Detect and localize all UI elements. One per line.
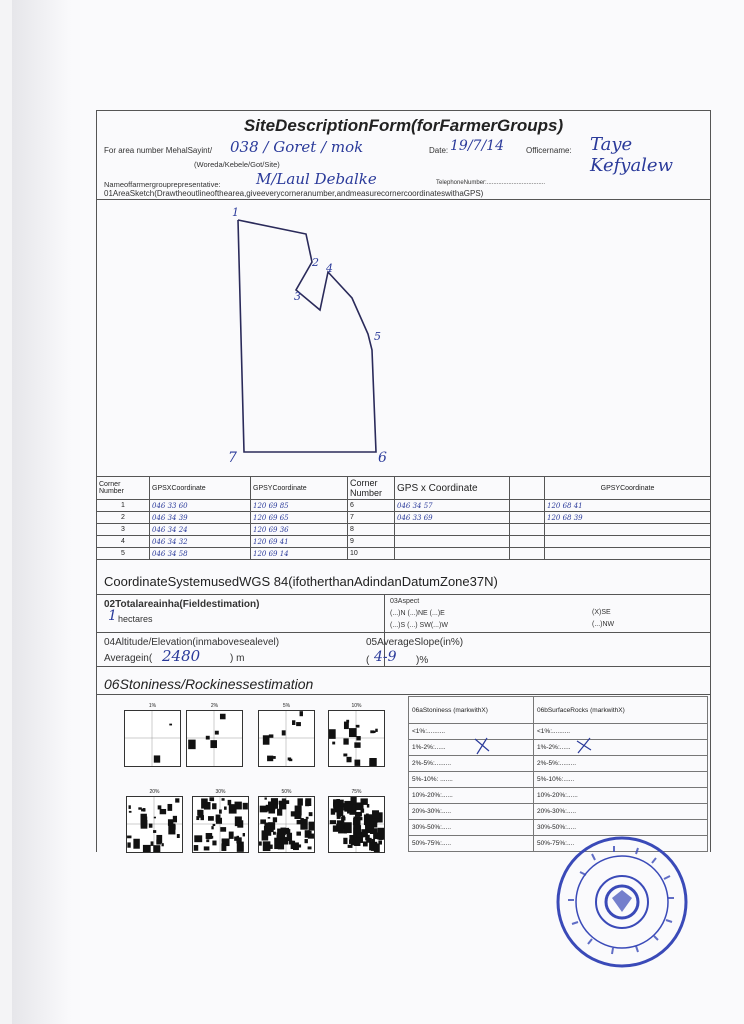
corner-label-7: 7 [228, 450, 237, 466]
slope-suffix: )% [416, 655, 429, 666]
gps-x-value: 046 33 60 [150, 500, 251, 512]
table-row [97, 512, 711, 524]
stoniness-square [258, 789, 315, 853]
gps-y-value: 120 69 41 [251, 536, 348, 548]
corner-number-2: 6 [348, 500, 395, 512]
coordinate-rows [97, 500, 711, 560]
gps-y-value: 120 69 85 [251, 500, 348, 512]
table-row [409, 724, 708, 740]
area-sketch-label: 01AreaSketch(Drawtheoutlineofthearea,giveeverycorneranumber,andmeasurecornercoordinateswithaGPS) [104, 189, 484, 198]
stoniness-line [96, 694, 711, 695]
table-row [409, 772, 708, 788]
corner-number: 4 [97, 536, 150, 548]
stoniness-option: 30%-50%:..... [409, 820, 534, 836]
date-value: 19/7/14 [450, 138, 504, 154]
stoniness-option: 1%-2%:...... [409, 740, 534, 756]
corner-number: 2 [97, 512, 150, 524]
frame-top [96, 110, 711, 111]
corner-label-2: 2 [312, 256, 319, 269]
stoniness-table-header [409, 697, 708, 724]
corner-number-header-2: Corner Number [348, 477, 395, 500]
area-number-value: 038 / Goret / mok [230, 138, 364, 156]
corner-number-2: 10 [348, 548, 395, 560]
woreda-label: (Woreda/Kebele/Got/Site) [194, 160, 280, 169]
surface-rocks-option: 5%-10%:...... [534, 772, 708, 788]
stoniness-square [124, 703, 181, 767]
altitude-suffix: ) m [230, 653, 245, 664]
page-fold-shadow [12, 0, 72, 1024]
stoniness-option: 2%-5%:......... [409, 756, 534, 772]
stoniness-square-label: 10% [351, 703, 362, 709]
stoniness-square-label: 5% [282, 703, 291, 709]
stoniness-col-header: 06aStoniness (markwithX) [409, 697, 534, 724]
gps-x-value: 046 34 58 [150, 548, 251, 560]
total-area-unit: hectares [118, 614, 153, 624]
total-area-label: 02Totalareainha(Fieldestimation) [104, 599, 260, 610]
gps-x-header: GPSXCoordinate [150, 477, 251, 500]
aspect-line [96, 632, 711, 633]
gps-y-value-2 [545, 524, 711, 536]
representative-label: Nameoffarmergrouprepresentative: [104, 180, 221, 189]
surface-rocks-option: 20%-30%:..... [534, 804, 708, 820]
altitude-label: 04Altitude/Elevation(inmabovesealevel) [104, 637, 280, 648]
gps-y-header-2: GPSYCoordinate [545, 477, 711, 500]
stoniness-square [328, 789, 385, 853]
blank-cell [510, 512, 545, 524]
gps-y-header: GPSYCoordinate [251, 477, 348, 500]
slope-value: 4-9 [374, 649, 397, 665]
corner-coordinates-table [96, 476, 711, 560]
surface-rocks-option: 2%-5%:......... [534, 756, 708, 772]
official-stamp-seal [552, 832, 692, 972]
surface-rocks-option: <1%:.......... [534, 724, 708, 740]
gps-y-value-2 [545, 548, 711, 560]
gps-y-value-2 [545, 536, 711, 548]
table-row [409, 788, 708, 804]
telephone-label: TelephoneNumber:................................... [436, 180, 546, 186]
slope-prefix: ( [366, 655, 370, 666]
blank-cell [510, 548, 545, 560]
stoniness-x-mark [472, 736, 492, 756]
area-number-label: For area number MehalSayint/ [104, 146, 213, 155]
altitude-value: 2480 [162, 647, 201, 665]
table-row [97, 548, 711, 560]
blank-cell [510, 500, 545, 512]
date-label: Date: [429, 146, 449, 155]
corner-number: 1 [97, 500, 150, 512]
aspect-label: 03Aspect [390, 598, 420, 605]
gps-y-value: 120 69 65 [251, 512, 348, 524]
gps-x-value-2: 046 34 57 [395, 500, 510, 512]
stoniness-option: 50%-75%:..... [409, 836, 534, 852]
stoniness-square-label: 75% [351, 789, 362, 795]
surface-rocks-col-header: 06bSurfaceRocks (markwithX) [534, 697, 708, 724]
stoniness-option: 10%-20%:...... [409, 788, 534, 804]
corner-number-2: 7 [348, 512, 395, 524]
surface-rocks-option: 30%-50%:..... [534, 820, 708, 836]
stoniness-option: <1%:.......... [409, 724, 534, 740]
corner-number: 5 [97, 548, 150, 560]
slope-label: 05AverageSlope(in%) [366, 637, 464, 648]
aspect-nw: (...)NW [592, 621, 615, 628]
stoniness-square [186, 703, 243, 767]
aspect-row2: (...)S (...) SW(...)W [390, 622, 448, 629]
table-row [409, 804, 708, 820]
coord-system-line [96, 594, 711, 595]
stoniness-option: 5%-10%: ....... [409, 772, 534, 788]
altitude-prefix: Averagein( [104, 653, 153, 664]
corner-label-5: 5 [374, 330, 381, 343]
surface-rocks-option: 1%-2%:...... [534, 740, 708, 756]
table-row [97, 524, 711, 536]
surface-rocks-option: 10%-20%:...... [534, 788, 708, 804]
form-title: SiteDescriptionForm(forFarmerGroups) [243, 116, 564, 135]
total-area-value: 1 [108, 608, 117, 624]
gps-x-value: 046 34 24 [150, 524, 251, 536]
gps-x-header-2: GPS x Coordinate [395, 477, 510, 500]
gps-y-value-2: 120 68 39 [545, 512, 711, 524]
officer-name-label: Officername: [526, 146, 572, 155]
representative-value: M/Laul Debalke [256, 170, 377, 188]
surface-rocks-x-mark [574, 736, 594, 756]
table-row [409, 740, 708, 756]
blank-cell [510, 536, 545, 548]
corner-number-header: Corner Number [97, 477, 150, 500]
table-row [97, 500, 711, 512]
gps-y-value: 120 69 36 [251, 524, 348, 536]
stoniness-square-label: 1% [148, 703, 157, 709]
gps-x-value-2 [395, 536, 510, 548]
gps-x-value: 046 34 32 [150, 536, 251, 548]
corner-number-2: 9 [348, 536, 395, 548]
gps-x-value-2: 046 33 69 [395, 512, 510, 524]
corner-label-6: 6 [378, 450, 387, 466]
corner-number: 3 [97, 524, 150, 536]
gps-x-value-2 [395, 524, 510, 536]
surface-rocks-option: 50%-75%:.... [534, 836, 708, 852]
corner-number-2: 8 [348, 524, 395, 536]
corner-label-3: 3 [294, 290, 301, 303]
field-outline [238, 220, 376, 452]
site-description-form [96, 110, 711, 852]
area-sketch [96, 200, 711, 476]
officer-name-value: Taye Kefyalew [590, 134, 673, 176]
table-header-row [97, 477, 711, 500]
slope-line [96, 666, 711, 667]
stoniness-square-label: 50% [281, 789, 292, 795]
coordinate-system-label: CoordinateSystemusedWGS 84(ifotherthanAdindanDatumZone37N) [104, 574, 498, 589]
stoniness-square-label: 20% [149, 789, 160, 795]
aspect-row1: (...)N (...)NE (...)E [390, 610, 445, 617]
corner-label-1: 1 [232, 206, 239, 219]
gps-x-value-2 [395, 548, 510, 560]
stoniness-square [258, 703, 315, 767]
aspect-se: (X)SE [592, 609, 611, 616]
table-row [409, 756, 708, 772]
stoniness-square [328, 703, 385, 767]
gps-y-value-2: 120 68 41 [545, 500, 711, 512]
stoniness-title: 06Stoniness/Rockinessestimation [104, 676, 314, 692]
gps-y-value: 120 69 14 [251, 548, 348, 560]
gps-x-value: 046 34 39 [150, 512, 251, 524]
table-row [97, 536, 711, 548]
stoniness-square [126, 789, 183, 853]
corner-label-4: 4 [326, 262, 333, 275]
stoniness-option: 20%-30%:..... [409, 804, 534, 820]
blank-cell [510, 524, 545, 536]
stoniness-square-label: 2% [210, 703, 219, 709]
stoniness-table [408, 696, 708, 852]
stoniness-square-label: 30% [215, 789, 226, 795]
stoniness-square [192, 789, 249, 853]
blank-header [510, 477, 545, 500]
